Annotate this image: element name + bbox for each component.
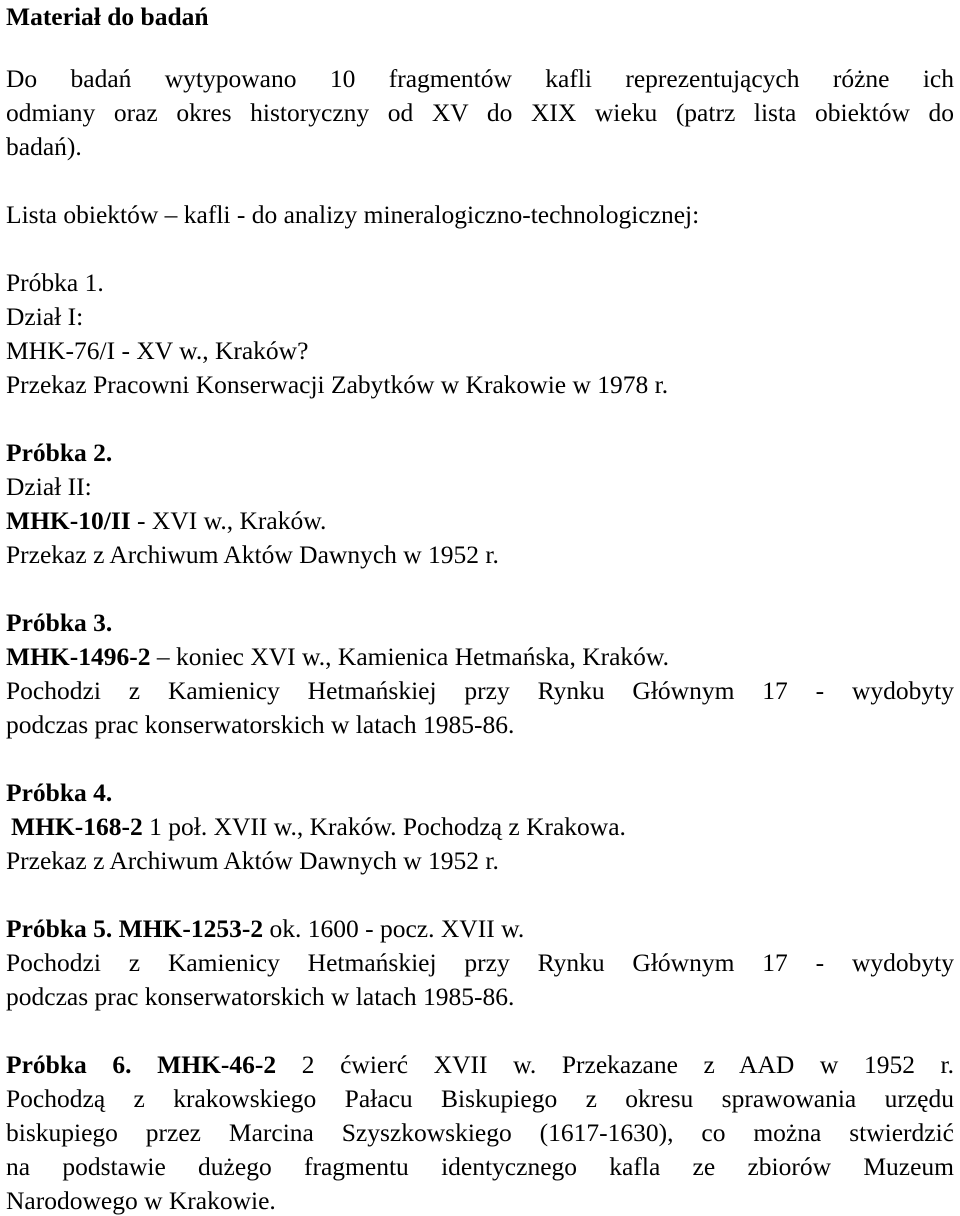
- sample-3-desc: – koniec XVI w., Kamienica Hetmańska, Kraków.: [150, 642, 670, 671]
- sample-5-note-2: podczas prac konserwatorskich w latach 1985-86.: [6, 982, 515, 1011]
- sample-1-label: Próbka 1.: [6, 268, 104, 297]
- intro-line-1: Do badań wytypowano 10 fragmentów kafli reprezentujących różne ich: [6, 64, 954, 93]
- sample-1-desc: - XV w., Kraków?: [115, 336, 309, 365]
- sample-6-note-3: na podstawie dużego fragmentu identycznego kafla ze zbiorów Muzeum: [6, 1152, 954, 1181]
- list-title: Lista obiektów – kafli - do analizy mineralogiczno-technologicznej:: [6, 200, 700, 229]
- sample-2-code-line: [6, 506, 954, 536]
- sample-4-desc: 1 poł. XVII w., Kraków. Pochodzą z Krakowa.: [142, 812, 626, 841]
- sample-2-code: MHK-10/II: [6, 506, 131, 535]
- sample-2-desc: - XVI w., Kraków.: [130, 506, 327, 535]
- sample-4-note: Przekaz z Archiwum Aktów Dawnych w 1952 r.: [6, 846, 499, 875]
- sample-5-label: Próbka 5.: [6, 914, 113, 943]
- sample-3-code-line: [6, 642, 954, 672]
- sample-3-label: Próbka 3.: [6, 608, 113, 637]
- sample-4-label: Próbka 4.: [6, 778, 113, 807]
- sample-4-code: MHK-168-2: [11, 812, 143, 841]
- sample-2-dept: Dział II:: [6, 472, 92, 501]
- sample-3-code: MHK-1496-2: [6, 642, 151, 671]
- sample-1-note: Przekaz Pracowni Konserwacji Zabytków w Krakowie w 1978 r.: [6, 370, 669, 399]
- sample-3-note-1: Pochodzi z Kamienicy Hetmańskiej przy Rynku Głównym 17 - wydobyty: [6, 676, 954, 705]
- sample-2-label: Próbka 2.: [6, 438, 113, 467]
- sample-5-desc: ok. 1600 - pocz. XVII w.: [263, 914, 525, 943]
- sample-6-code: MHK-46-2: [157, 1050, 277, 1079]
- section-heading: Materiał do badań: [6, 2, 209, 31]
- sample-5-note-1: Pochodzi z Kamienicy Hetmańskiej przy Rynku Głównym 17 - wydobyty: [6, 948, 954, 977]
- sample-6-note-4: Narodowego w Krakowie.: [6, 1186, 276, 1215]
- sample-2-note: Przekaz z Archiwum Aktów Dawnych w 1952 r.: [6, 540, 499, 569]
- sample-6-note-1: Pochodzą z krakowskiego Pałacu Biskupiego z okresu sprawowania urzędu: [6, 1084, 954, 1113]
- sample-5-line: [6, 914, 954, 944]
- intro-line-2: odmiany oraz okres historyczny od XV do XIX wieku (patrz lista obiektów do: [6, 98, 954, 127]
- intro-line-3: badań).: [6, 132, 82, 161]
- sample-3-note-2: podczas prac konserwatorskich w latach 1985-86.: [6, 710, 515, 739]
- sample-5-code: MHK-1253-2: [118, 914, 264, 943]
- sample-6-line: [6, 1050, 954, 1080]
- sample-1-code: MHK-76/I: [6, 336, 116, 365]
- sample-4-code-line: [6, 812, 954, 842]
- sample-6-desc: 2 ćwierć XVII w. Przekazane z AAD w 1952 r.: [301, 1050, 955, 1079]
- sample-6-note-2: biskupiego przez Marcina Szyszkowskiego (1617-1630), co można stwierdzić: [6, 1118, 954, 1147]
- sample-1-code-line: [6, 336, 954, 366]
- sample-6-label: Próbka 6.: [6, 1050, 132, 1079]
- sample-1-dept: Dział I:: [6, 302, 84, 331]
